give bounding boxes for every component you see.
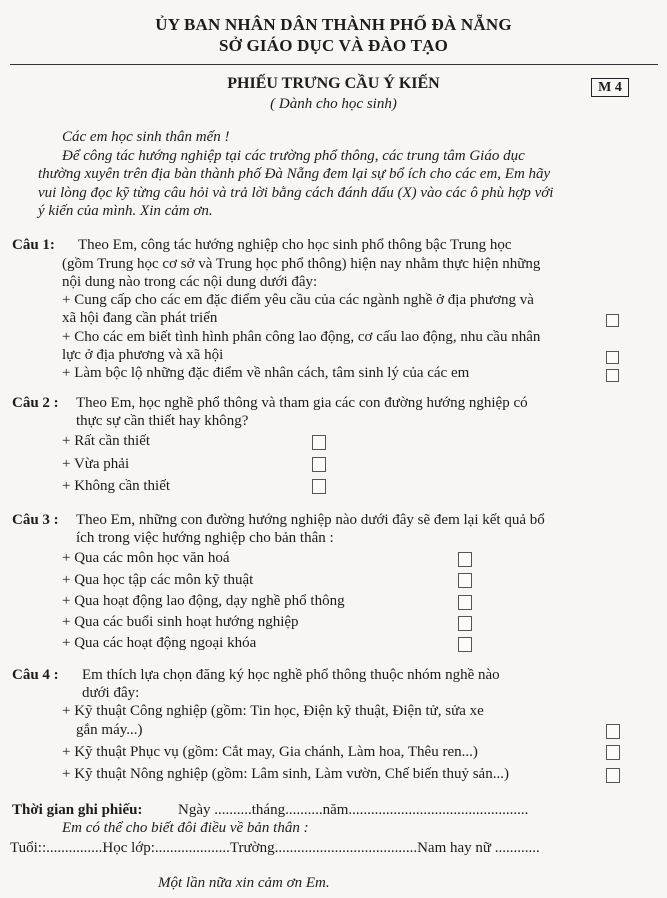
form-subtitle: ( Dành cho học sinh) — [270, 96, 397, 112]
q2-option-3-checkbox[interactable] — [312, 479, 326, 494]
date-fields[interactable]: Ngày ..........tháng..........năm................................................ — [178, 802, 529, 818]
q4-option-2: + Kỹ thuật Phục vụ (gồm: Cắt may, Gia chánh, Làm hoa, Thêu ren...) — [62, 744, 478, 760]
q4-option-1-checkbox[interactable] — [606, 724, 620, 739]
q1-option-2-cont: lực ở địa phương và xã hội — [62, 347, 224, 363]
q2-option-1-checkbox[interactable] — [312, 435, 326, 450]
q1-option-2: + Cho các em biết tình hình phân công lao động, cơ cấu lao động, nhu cầu nhân — [62, 329, 541, 345]
personal-info-fields[interactable]: Tuổi::...............Học lớp:....................Trường......................................Nam hay nữ ............ — [10, 840, 540, 856]
q4-option-3-checkbox[interactable] — [606, 768, 620, 783]
q3-option: + Qua các hoạt động ngoại khóa — [62, 635, 257, 651]
closing-note: Một lần nữa xin cảm ơn Em. — [158, 875, 330, 891]
intro-line: thường xuyên trên địa bàn thành phố Đà Nẵng đem lại sự bổ ích cho các em, Em hãy — [38, 166, 551, 182]
q3-option-5-checkbox[interactable] — [458, 637, 472, 652]
header-divider — [10, 64, 658, 65]
q3-option-4-checkbox[interactable] — [458, 616, 472, 631]
time-label: Thời gian ghi phiếu: — [12, 802, 143, 818]
intro-line: vui lòng đọc kỹ từng câu hỏi và trả lời bằng cách đánh dấu (X) vào các ô phù hợp với — [38, 185, 554, 201]
question-3-label: Câu 3 : — [12, 512, 59, 528]
question-1-label: Câu 1: — [12, 237, 55, 253]
q4-option-1-cont: gắn máy...) — [76, 722, 143, 738]
q1-option-3-checkbox[interactable] — [606, 369, 619, 382]
question-1-text: Theo Em, công tác hướng nghiệp cho học sinh phổ thông bậc Trung học — [78, 237, 512, 253]
q3-option: + Qua các buổi sinh hoạt hướng nghiệp — [62, 614, 299, 630]
department-name: SỞ GIÁO DỤC VÀ ĐÀO TẠO — [218, 36, 449, 55]
q2-option: + Rất cần thiết — [62, 433, 151, 449]
q4-option-3: + Kỹ thuật Nông nghiệp (gồm: Lâm sinh, Làm vườn, Chế biến thuỷ sản...) — [62, 766, 509, 782]
q1-option-3: + Làm bộc lộ những đặc điểm về nhân cách, tâm sinh lý của các em — [62, 365, 470, 381]
question-1-text: (gồm Trung học cơ sở và Trung học phổ thông) hiện nay nhằm thực hiện những — [62, 256, 541, 272]
q3-option: + Qua học tập các môn kỹ thuật — [62, 572, 254, 588]
q1-option-1: + Cung cấp cho các em đặc điểm yêu cầu của các ngành nghề ở địa phương và — [62, 292, 534, 308]
q4-option-2-checkbox[interactable] — [606, 745, 620, 760]
question-4-text: Em thích lựa chọn đăng ký học nghề phổ thông thuộc nhóm nghề nào — [82, 667, 500, 683]
question-1-text: nội dung nào trong các nội dung dưới đây: — [62, 274, 318, 290]
q3-option: + Qua các môn học văn hoá — [62, 550, 230, 566]
question-4-text: dưới đây: — [82, 685, 140, 701]
q4-option-1: + Kỹ thuật Công nghiệp (gồm: Tin học, Điện kỹ thuật, Điện tử, sửa xe — [62, 703, 484, 719]
question-3-text: ích trong việc hướng nghiệp cho bản thân : — [76, 530, 334, 546]
q1-option-1-cont: xã hội đang cần phát triển — [62, 310, 218, 326]
q3-option-2-checkbox[interactable] — [458, 573, 472, 588]
q3-option-3-checkbox[interactable] — [458, 595, 472, 610]
q2-option: + Vừa phải — [62, 456, 130, 472]
q2-option-2-checkbox[interactable] — [312, 457, 326, 472]
question-2-text: Theo Em, học nghề phổ thông và tham gia các con đường hướng nghiệp có — [76, 395, 528, 411]
question-2-label: Câu 2 : — [12, 395, 59, 411]
question-4-label: Câu 4 : — [12, 667, 59, 683]
intro-line: ý kiến của mình. Xin cảm ơn. — [38, 203, 213, 219]
intro-line: Để công tác hướng nghiệp tại các trường phổ thông, các trung tâm Giáo dục — [62, 148, 525, 164]
q1-option-2-checkbox[interactable] — [606, 351, 619, 364]
q3-option-1-checkbox[interactable] — [458, 552, 472, 567]
q2-option: + Không cần thiết — [62, 478, 171, 494]
question-3-text: Theo Em, những con đường hướng nghiệp nào dưới đây sẽ đem lại kết quả bổ — [76, 512, 545, 528]
question-2-text: thực sự cần thiết hay không? — [76, 413, 249, 429]
q3-option: + Qua hoạt động lao động, dạy nghề phổ thông — [62, 593, 345, 609]
form-title: PHIẾU TRƯNG CẦU Ý KIẾN — [227, 75, 440, 92]
q1-option-1-checkbox[interactable] — [606, 314, 619, 327]
issuing-authority: ỦY BAN NHÂN DÂN THÀNH PHỐ ĐÀ NẴNG — [155, 15, 512, 34]
about-prompt: Em có thể cho biết đôi điều về bản thân : — [62, 820, 309, 836]
greeting: Các em học sinh thân mến ! — [62, 129, 230, 145]
form-code-box: M 4 — [591, 78, 629, 97]
